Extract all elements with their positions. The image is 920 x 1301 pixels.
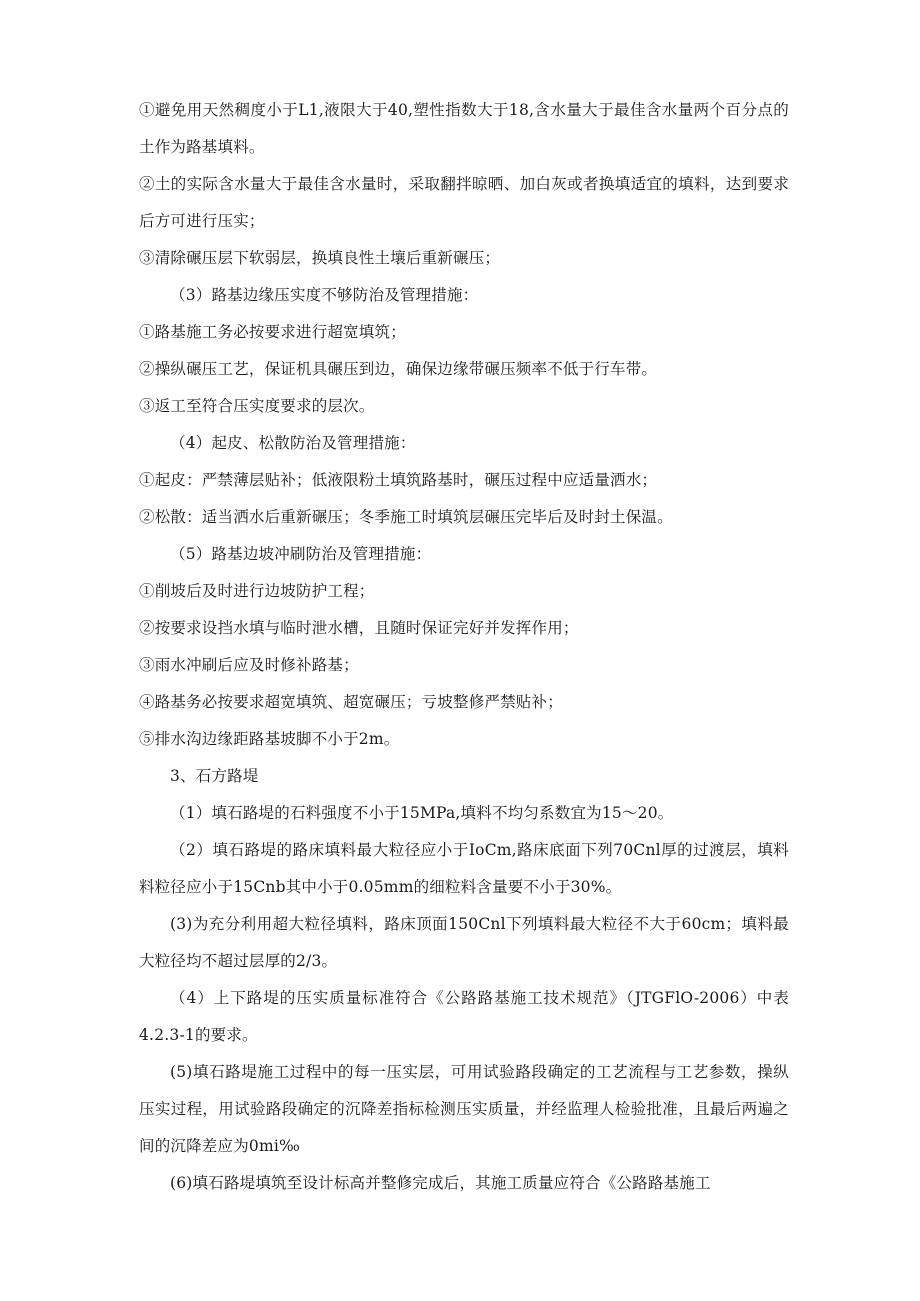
paragraph-9: ①削坡后及时进行边坡防护工程； <box>139 582 375 600</box>
paragraph-1: ①避免用天然稠度小于L1,液限大于40,塑性指数大于18,含水量大于最佳含水量两个百分点的土作为路基填料。 <box>139 101 789 156</box>
section-heading-rock-embankment: 3、石方路堤 <box>170 767 259 785</box>
paragraph-18: (5)填石路堤施工过程中的每一压实层，可用试验路段确定的工艺流程与工艺参数，操纵压实过程，用试验路段确定的沉降差指标检测压实质量，并经监理人检验批准，且最后两遍之间的沉降差应为0mi‰ <box>139 1063 789 1155</box>
paragraph-6: ③返工至符合压实度要求的层次。 <box>139 397 375 415</box>
section-heading-5: （5）路基边坡冲刷防治及管理措施： <box>170 545 432 563</box>
paragraph-2: ②土的实际含水量大于最佳含水量时，采取翻拌晾晒、加白灰或者换填适宜的填料，达到要求后方可进行压实； <box>139 175 789 230</box>
paragraph-19: (6)填石路堤填筑至设计标高并整修完成后，其施工质量应符合《公路路基施工 <box>170 1174 711 1192</box>
paragraph-3: ③清除碾压层下软弱层，换填良性土壤后重新碾压； <box>139 249 501 267</box>
paragraph-12: ④路基务必按要求超宽填筑、超宽碾压；亏坡整修严禁贴补； <box>139 693 563 711</box>
paragraph-13: ⑤排水沟边缘距路基坡脚不小于2m。 <box>139 730 400 748</box>
paragraph-5: ②操纵碾压工艺，保证机具碾压到边，确保边缘带碾压频率不低于行车带。 <box>139 360 658 378</box>
paragraph-10: ②按要求设挡水填与临时泄水槽，且随时保证完好并发挥作用； <box>139 619 579 637</box>
paragraph-8: ②松散：适当洒水后重新碾压；冬季施工时填筑层碾压完毕后及时封土保温。 <box>139 508 673 526</box>
paragraph-16: (3)为充分利用超大粒径填料，路床顶面150Cnl下列填料最大粒径不大于60cm；填料最大粒径均不超过层厚的2/3。 <box>139 915 789 970</box>
paragraph-17: （4）上下路堤的压实质量标准符合《公路路基施工技术规范》（JTGFlO-2006）中表4.2.3-1的要求。 <box>139 989 789 1044</box>
paragraph-15: （2）填石路堤的路床填料最大粒径应小于IoCm,路床底面下列70Cnl厚的过渡层，填料料粒径应小于15Cnb其中小于0.05mm的细粒料含量要不小于30%。 <box>139 841 789 896</box>
paragraph-14: （1）填石路堤的石料强度不小于15MPa,填料不均匀系数宜为15～20。 <box>170 804 674 822</box>
section-heading-3: （3）路基边缘压实度不够防治及管理措施： <box>170 286 479 304</box>
paragraph-7: ①起皮：严禁薄层贴补；低液限粉土填筑路基时，碾压过程中应适量洒水； <box>139 471 658 489</box>
paragraph-11: ③雨水冲刷后应及时修补路基； <box>139 656 359 674</box>
paragraph-4: ①路基施工务必按要求进行超宽填筑； <box>139 323 406 341</box>
section-heading-4: （4）起皮、松散防治及管理措施： <box>170 434 416 452</box>
